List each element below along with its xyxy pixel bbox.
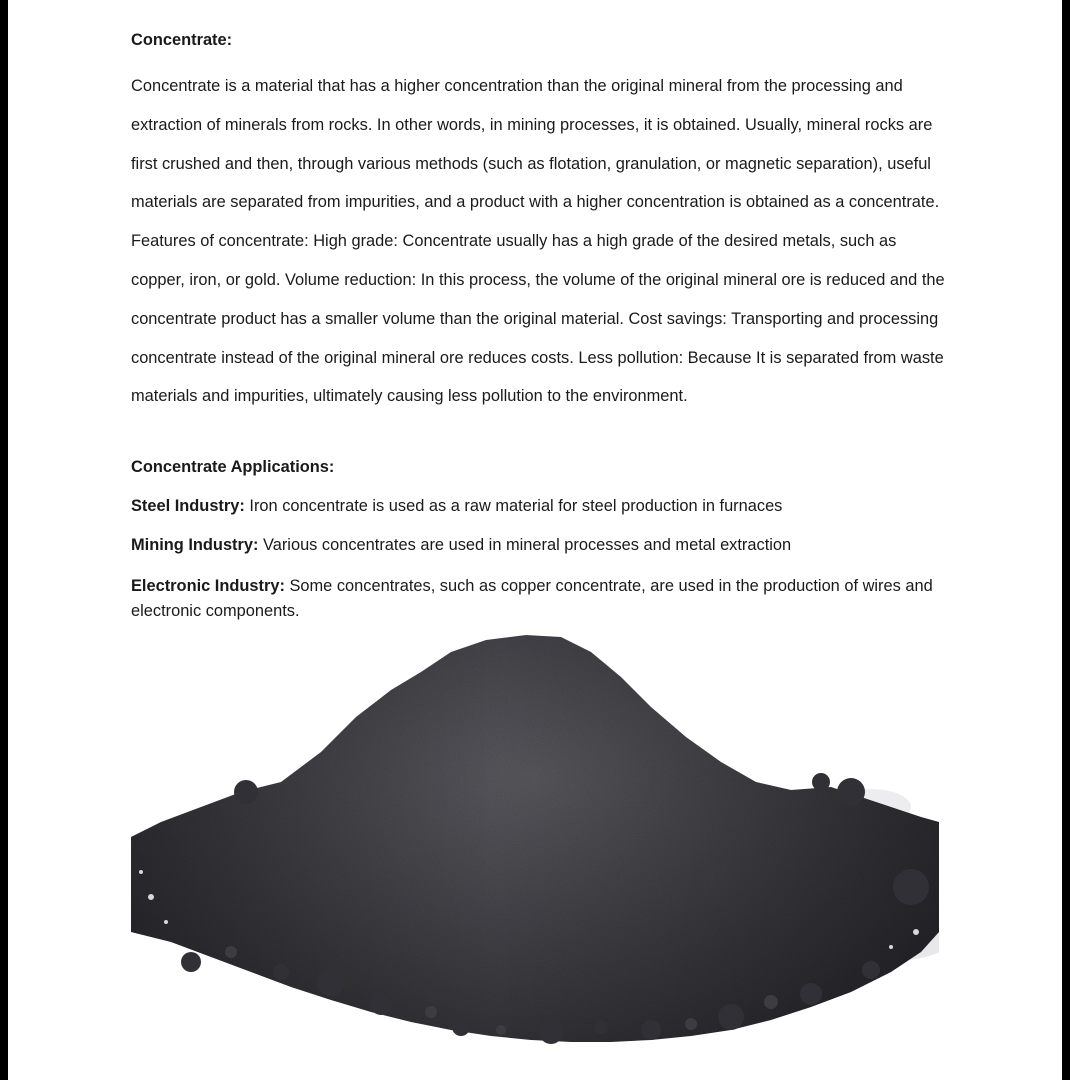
concentrate-pile-image [131,632,939,1044]
application-item-mining [131,536,791,555]
application-text: Iron concentrate is used as a raw material for steel production in furnaces [244,497,783,515]
application-label: Steel Industry: [131,497,245,515]
section-paragraph: Concentrate is a material that has a higher concentration than the original mineral from the processing and extraction of minerals from rocks. In other words, in mining processes, it is obtained. Usually, mineral rocks are first crushed and then, through various methods (such as flotation, granulation, or magnetic separation), useful materials are separated from impurities, and a product with a higher concentration is obtained as a concentrate. Features of concentrate: High grade: Concentrate usually has a high grade of the desired metals, such as copper, iron, or gold. Volume reduction: In this process, the volume of the original mineral ore is reduced and the concentrate product has a smaller volume than the original material. Cost savings: Transporting and processing concentrate instead of the original mineral ore reduces costs. Less pollution: Because It is separated from waste materials and impurities, ultimately causing less pollution to the environment. [131,77,945,406]
applications-title: Concentrate Applications: [131,458,335,476]
document-page [8,0,1062,1080]
section-title: Concentrate: [131,31,233,49]
application-label: Electronic Industry: [131,577,285,595]
application-label: Mining Industry: [131,536,259,554]
application-item-electronic [131,574,951,624]
application-item-steel [131,497,782,516]
application-text: Some concentrates, such as copper concentrate, are used in the production of wires and electronic components. [131,577,933,620]
application-text: Various concentrates are used in mineral processes and metal extraction [258,536,792,554]
